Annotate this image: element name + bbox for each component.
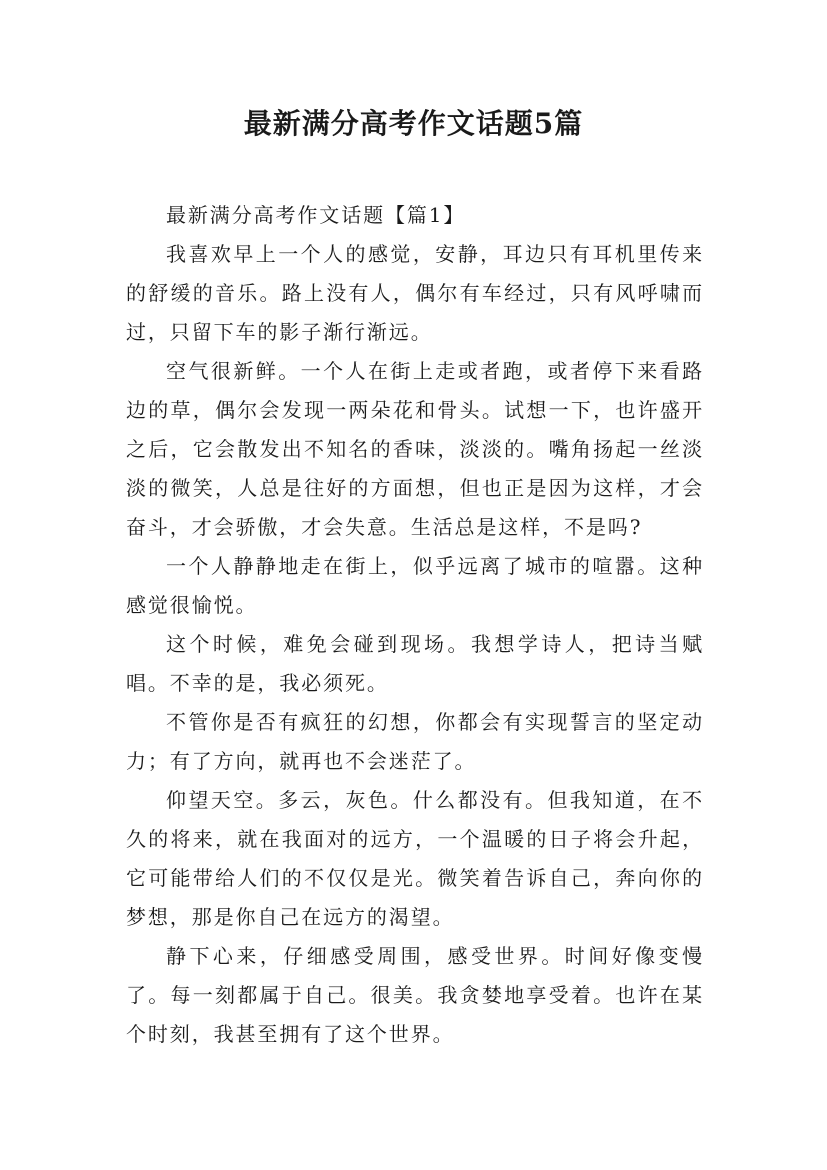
paragraph-7: 静下心来，仔细感受周围，感受世界。时间好像变慢了。每一刻都属于自己。很美。我贪婪地享受着。也许在某个时刻，我甚至拥有了这个世界。 [126,944,704,1046]
paragraph-6: 仰望天空。多云，灰色。什么都没有。但我知道，在不久的将来，就在我面对的远方，一个温暖的日子将会升起，它可能带给人们的不仅仅是光。微笑着告诉自己，奔向你的梦想，那是你自己在远方的渴望。 [126,788,704,929]
paragraph-3: 一个人静静地走在街上，似乎远离了城市的喧嚣。这种感觉很愉悦。 [126,554,704,617]
paragraph-2: 空气很新鲜。一个人在街上走或者跑，或者停下来看路边的草，偶尔会发现一两朵花和骨头。试想一下，也许盛开之后，它会散发出不知名的香味，淡淡的。嘴角扬起一丝淡淡的微笑，人总是往好的方面想，但也正是因为这样，才会奋斗，才会骄傲，才会失意。生活总是这样，不是吗? [126,359,704,539]
paragraph-5: 不管你是否有疯狂的幻想，你都会有实现誓言的坚定动力；有了方向，就再也不会迷茫了。 [126,710,704,773]
document-body [126,196,704,1054]
document-title: 最新满分高考作文话题5篇 [243,107,584,140]
paragraph-1: 我喜欢早上一个人的感觉，安静，耳边只有耳机里传来的舒缓的音乐。路上没有人，偶尔有车经过，只有风呼啸而过，只留下车的影子渐行渐远。 [126,242,704,344]
section-heading: 最新满分高考作文话题【篇1】 [166,203,466,227]
paragraph-4: 这个时候，难免会碰到现场。我想学诗人，把诗当赋唱。不幸的是，我必须死。 [126,632,704,695]
